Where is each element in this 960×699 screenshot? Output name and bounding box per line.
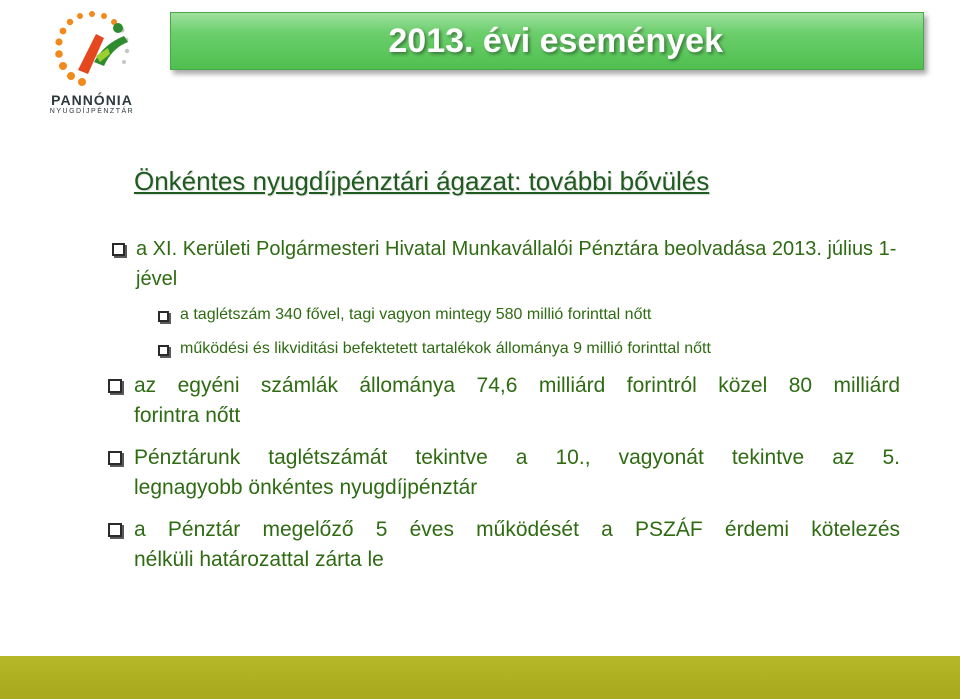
page-title: 2013. évi események xyxy=(388,21,723,60)
bullet-item-accounts xyxy=(108,371,900,431)
logo-name: PANNÓNIA xyxy=(51,92,133,108)
checkbox-bullet-icon xyxy=(108,379,122,393)
checkbox-bullet-icon xyxy=(112,243,125,256)
bullet-text-line2: legnagyobb önkéntes nyugdíjpénztár xyxy=(134,476,478,499)
checkbox-bullet-icon xyxy=(108,451,122,465)
bullet-item-pszaf xyxy=(108,515,900,575)
logo-subtitle: NYUGDÍJPÉNZTÁR xyxy=(49,108,135,115)
title-banner xyxy=(170,12,924,70)
checkbox-bullet-icon xyxy=(158,311,169,322)
sub-bullet-text: a taglétszám 340 fővel, tagi vagyon mintegy 580 millió forinttal nőtt xyxy=(180,306,652,323)
bullet-text-line1: Pénztárunk taglétszámát tekintve a 10., vagyonát tekintve az 5. xyxy=(134,446,900,469)
slide-heading: Önkéntes nyugdíjpénztári ágazat: további bővülés xyxy=(134,166,710,196)
checkbox-bullet-icon xyxy=(108,523,122,537)
bullet-text-line1: a Pénztár megelőző 5 éves működését a PSZÁF érdemi kötelezés xyxy=(134,518,900,541)
bullet-text-line2: forintra nőtt xyxy=(134,404,241,427)
sub-bullet-membership xyxy=(158,306,651,324)
bullet-item-ranking xyxy=(108,443,900,503)
bottom-bar xyxy=(0,656,960,699)
bullet-text: a XI. Kerületi Polgármesteri Hivatal Munkavállalói Pénztára beolvadása 2013. július 1-jével xyxy=(136,238,897,290)
sub-bullet-reserves xyxy=(158,340,711,358)
bullet-item-merger xyxy=(112,234,912,294)
checkbox-bullet-icon xyxy=(158,345,169,356)
bullet-text-line1: az egyéni számlák állománya 74,6 milliárd forintról közel 80 milliárd xyxy=(134,374,900,397)
logo-mark-icon xyxy=(38,4,146,94)
bullet-text-line2: nélküli határozattal zárta le xyxy=(134,548,384,571)
sub-bullet-text: működési és likviditási befektetett tartalékok állománya 9 millió forinttal nőtt xyxy=(180,340,711,357)
pannonia-logo xyxy=(38,4,146,116)
